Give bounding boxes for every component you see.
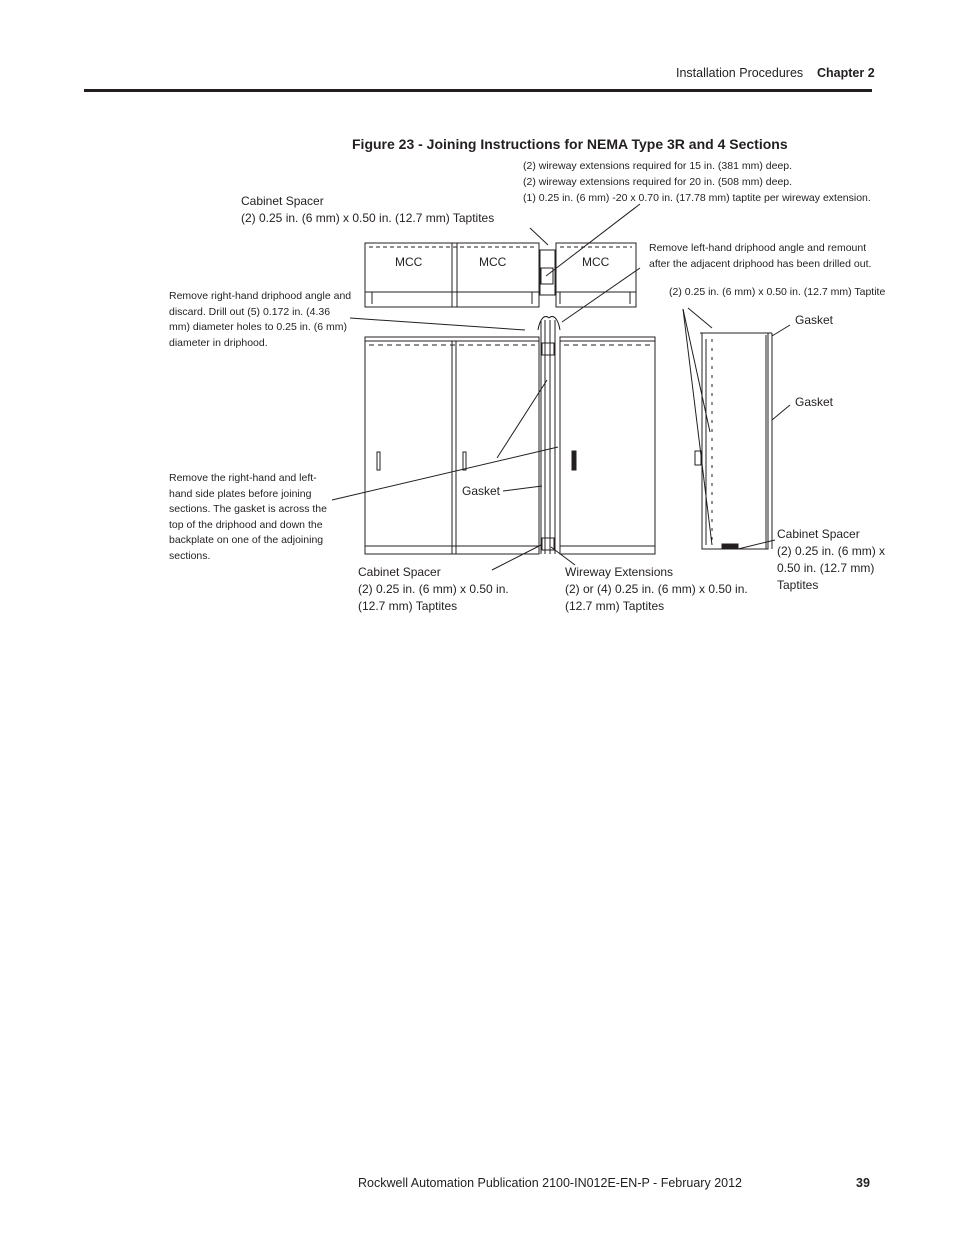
wireway-note: (2) wireway extensions required for 15 in. (381 mm) deep. (2) wireway extensions required for 20 in. (508 mm) deep. (1) 0.25 in. (6 mm) -20 x 0.70 in. (17.78 mm) taptite per wireway extension. bbox=[523, 160, 871, 204]
top-view-wireway bbox=[540, 250, 555, 295]
gasket-mid-callout: Gasket bbox=[795, 395, 834, 409]
left-driphood-note: Remove left-hand driphood angle and remount after the adjacent driphood has been drilled out. bbox=[649, 242, 872, 270]
header-chapter-label: Chapter 2 bbox=[817, 66, 875, 80]
top-view-right-section bbox=[556, 243, 636, 307]
mcc-label-1: MCC bbox=[395, 255, 423, 269]
cabinet-spacer-top-callout: Cabinet Spacer (2) 0.25 in. (6 mm) x 0.50 in. (12.7 mm) Taptites bbox=[241, 194, 495, 225]
side-view bbox=[695, 333, 772, 549]
wireway-extensions-callout: Wireway Extensions (2) or (4) 0.25 in. (6 mm) x 0.50 in. (12.7 mm) Taptites bbox=[565, 565, 748, 613]
mcc-label-3: MCC bbox=[582, 255, 610, 269]
right-driphood-note: Remove right-hand driphood angle and discard. Drill out (5) 0.172 in. (4.36 mm) diameter holes to 0.25 in. (6 mm) diameter in driphood. bbox=[169, 290, 352, 349]
cabinet-spacer-right-callout: Cabinet Spacer (2) 0.25 in. (6 mm) x 0.50 in. (12.7 mm) Taptites bbox=[777, 527, 886, 592]
mcc-label-2: MCC bbox=[479, 255, 507, 269]
footer-page-number: 39 bbox=[856, 1176, 870, 1190]
cabinet-spacer-bottom-callout: Cabinet Spacer (2) 0.25 in. (6 mm) x 0.50 in. (12.7 mm) Taptites bbox=[358, 565, 509, 613]
side-plates-note: Remove the right-hand and left- hand side plates before joining sections. The gasket is across the top of the driphood and down the backplate on one of the adjoining sections. bbox=[169, 472, 327, 562]
figure-title: Figure 23 - Joining Instructions for NEMA Type 3R and 4 Sections bbox=[352, 136, 788, 152]
top-view-left-sections bbox=[365, 243, 539, 307]
front-view-right-section bbox=[560, 337, 655, 554]
front-view-wireway bbox=[538, 317, 560, 555]
gasket-top-callout: Gasket bbox=[795, 313, 834, 327]
taptite-right-callout: (2) 0.25 in. (6 mm) x 0.50 in. (12.7 mm) Taptite bbox=[669, 286, 886, 298]
footer-publication: Rockwell Automation Publication 2100-IN012E-EN-P - February 2012 bbox=[358, 1176, 742, 1190]
header-section-title: Installation Procedures bbox=[676, 66, 804, 80]
gasket-center-callout: Gasket bbox=[462, 484, 501, 498]
front-view-left-sections bbox=[365, 337, 539, 554]
